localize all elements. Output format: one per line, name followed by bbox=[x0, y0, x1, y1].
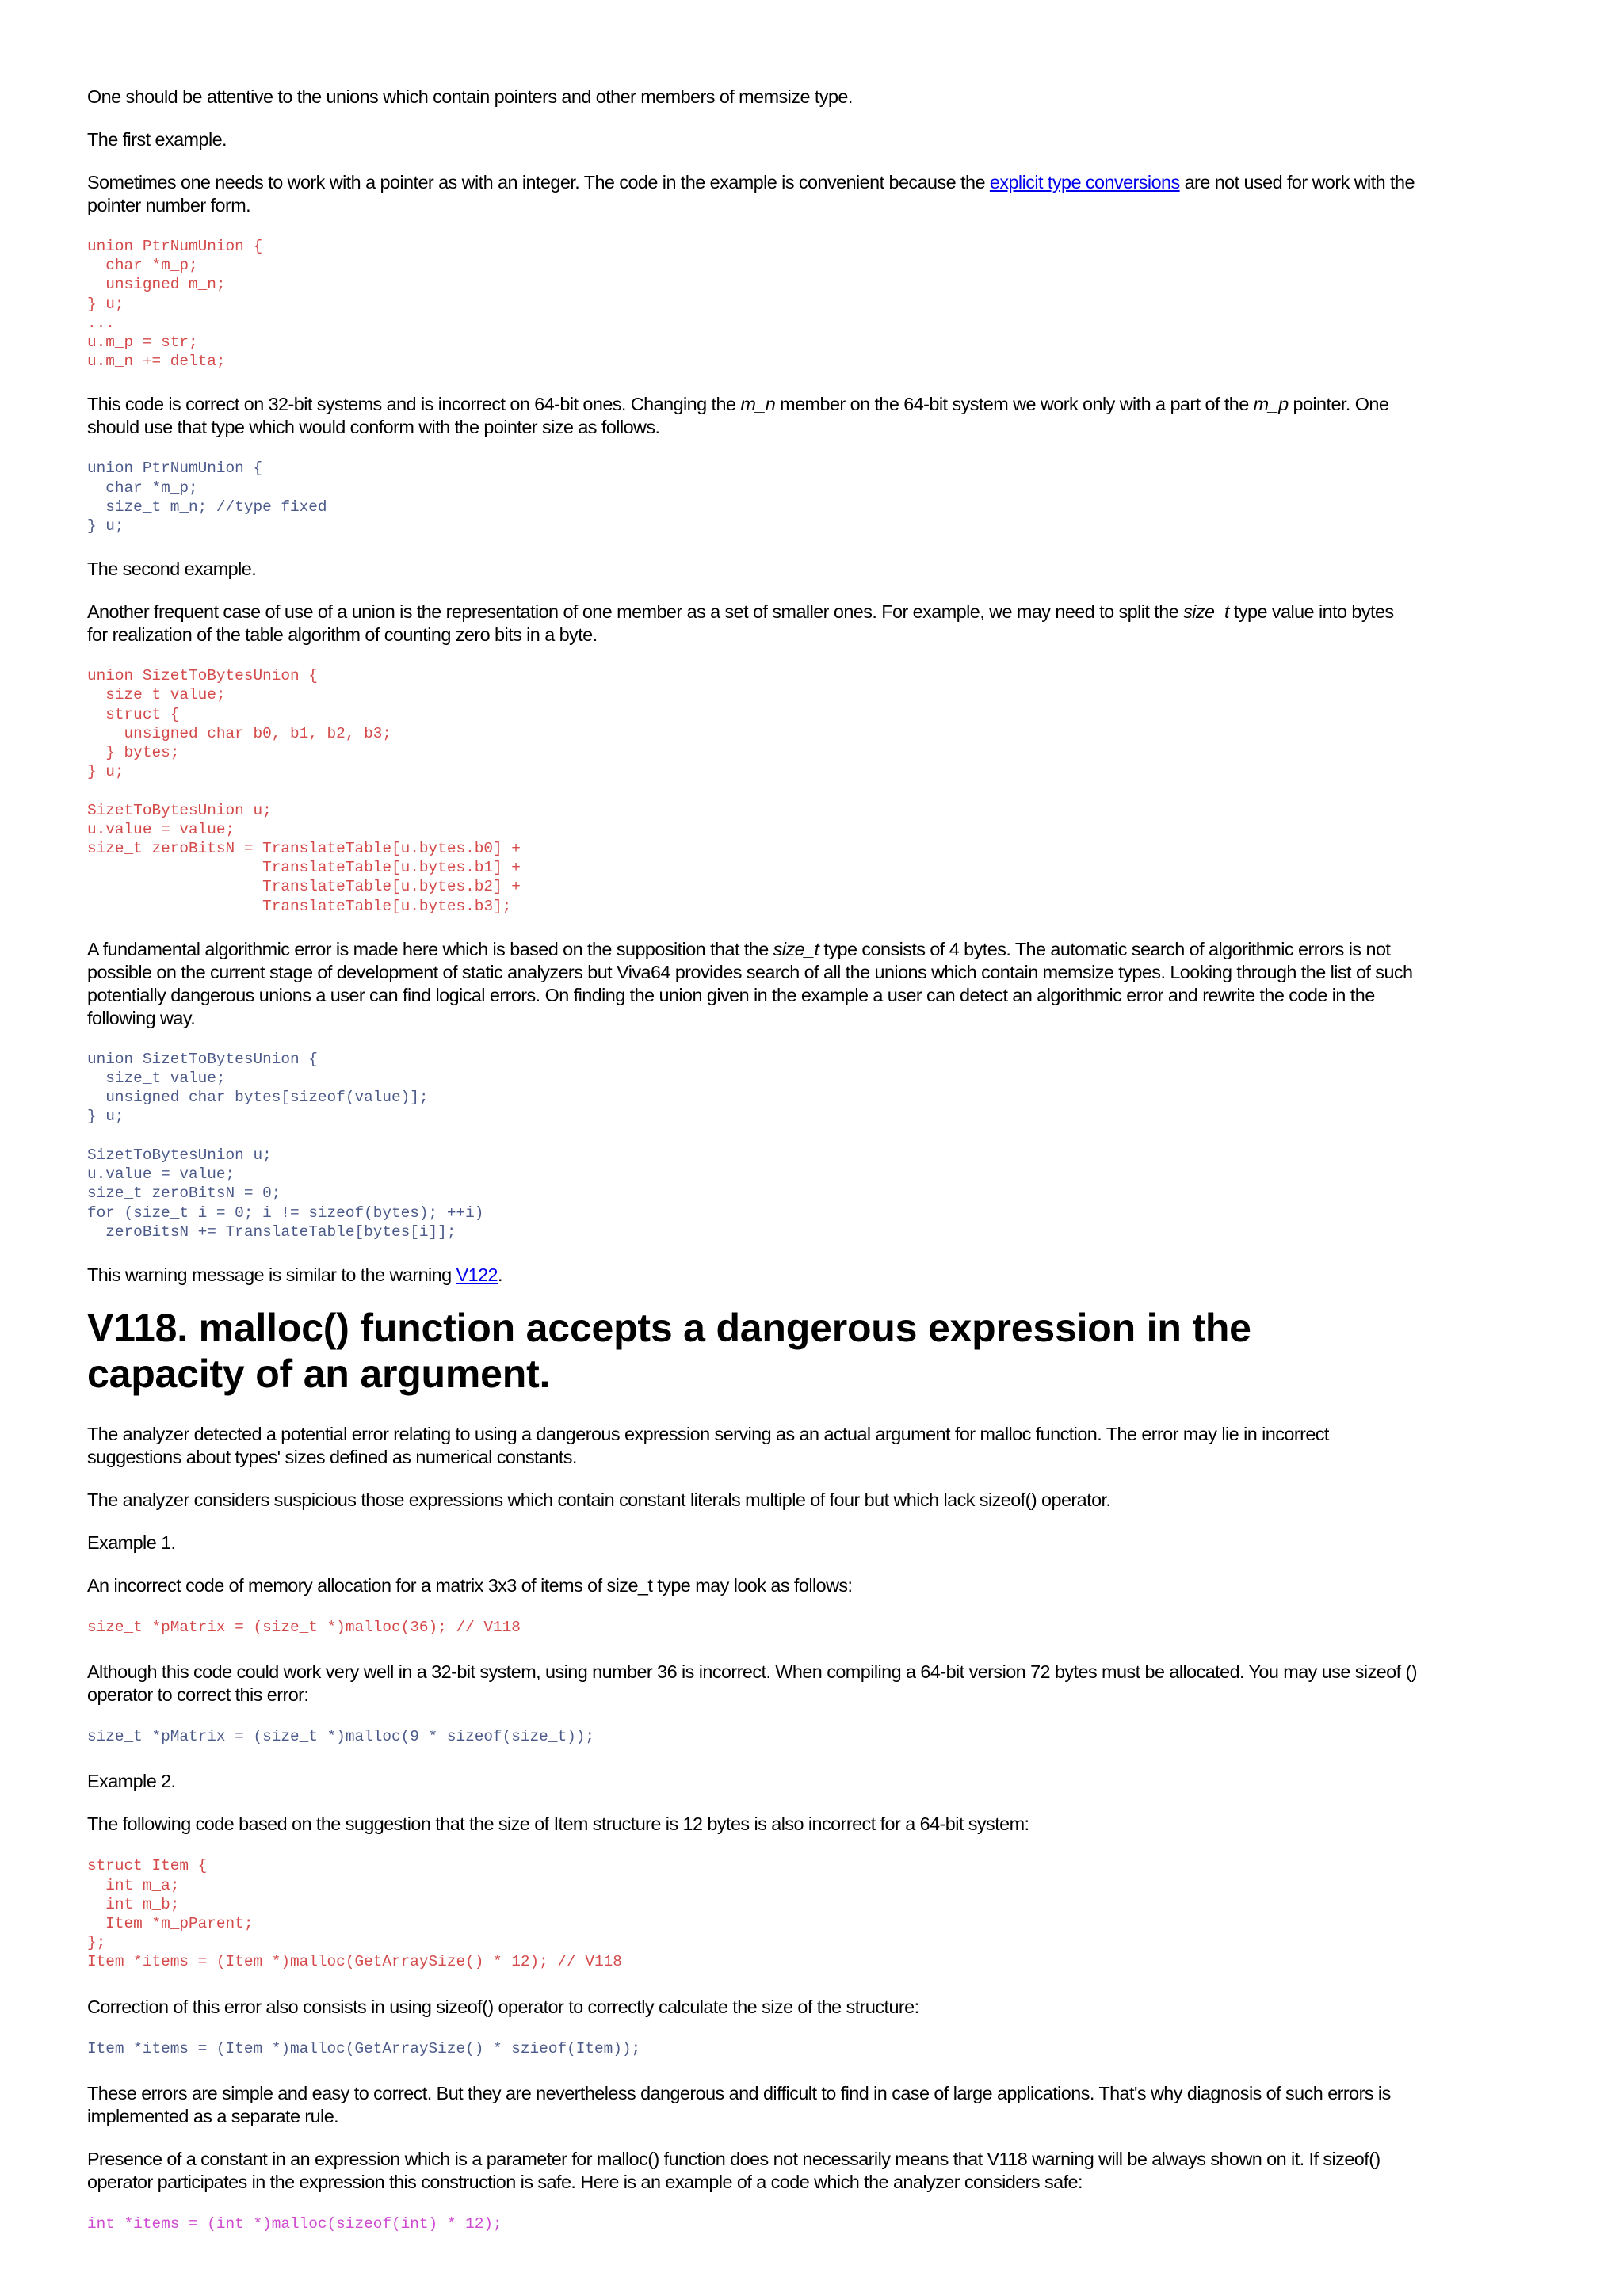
union-representation-paragraph bbox=[87, 601, 1419, 646]
item-structure-paragraph: The following code based on the suggestion that the size of Item structure is 12 bytes is also incorrect for a 64-bit system: bbox=[87, 1814, 1029, 1835]
emphasis-size-t: size_t bbox=[1183, 601, 1229, 623]
code-block-ptrnumunion-incorrect: union PtrNumUnion { char *m_p; unsigned m_n; } u; ... u.m_p = str; u.m_n += delta; bbox=[87, 238, 263, 371]
example-2-label: Example 2. bbox=[87, 1771, 176, 1792]
matrix-allocation-paragraph: An incorrect code of memory allocation for a matrix 3x3 of items of size_t type may look as follows: bbox=[87, 1574, 853, 1596]
example-1-label: Example 1. bbox=[87, 1531, 176, 1553]
text-span: pointer. One should use that type which would conform with the pointer size as follows. bbox=[87, 394, 1389, 438]
text-span: This warning message is similar to the warning bbox=[87, 1264, 456, 1285]
emphasis-m-n: m_n bbox=[740, 394, 776, 415]
v118-description-paragraph: The analyzer detected a potential error relating to using a dangerous expression serving as an actual argument for malloc function. The error may lie in incorrect suggestions about types' sizes defined as numerical constants. bbox=[87, 1423, 1329, 1467]
m-n-member-paragraph bbox=[87, 393, 1419, 439]
text-span: A fundamental algorithmic error is made here which is based on the supposition that the bbox=[87, 938, 773, 959]
text-span: type value into bytes for realization of the table algorithm of counting zero bits in a byte. bbox=[87, 601, 1394, 646]
structure-size-correction-paragraph: Correction of this error also consists in using sizeof() operator to correctly calculate the size of the structure: bbox=[87, 1996, 919, 2017]
emphasis-m-p: m_p bbox=[1253, 394, 1289, 415]
text-span: Another frequent case of use of a union is the representation of one member as a set of smaller ones. For example, we may need to split the bbox=[87, 601, 1184, 623]
explicit-type-conversions-link[interactable]: explicit type conversions bbox=[989, 172, 1180, 193]
section-heading-v118: V118. malloc() function accepts a dangerous expression in the capacity of an argument. bbox=[87, 1305, 1251, 1396]
code-block-malloc-36: size_t *pMatrix = (size_t *)malloc(36); // V118 bbox=[87, 1618, 521, 1636]
v122-link[interactable]: V122 bbox=[456, 1264, 498, 1285]
document-page bbox=[87, 86, 1419, 2256]
safe-construction-paragraph: Presence of a constant in an expression which is a parameter for malloc() function does not necessarily means that V118 warning will be always shown on it. If sizeof() operator participates in the expression this construction is safe. Here is an example of a code which the analyzer considers safe: bbox=[87, 2148, 1381, 2192]
text-span: member on the 64-bit system we work only with a part of the bbox=[775, 394, 1254, 415]
code-block-ptrnumunion-fixed: union PtrNumUnion { char *m_p; size_t m_n; //type fixed } u; bbox=[87, 460, 327, 536]
first-example-label: The first example. bbox=[87, 129, 227, 150]
code-block-sizettobytes-incorrect: union SizetToBytesUnion { size_t value; struct { unsigned char b0, b1, b2, b3; } bytes; } u; SizetToBytesUnion u; u.value = value; size_t zeroBitsN = TranslateTable[u.bytes.b0] + TranslateTable[u.bytes.b1] + TranslateTable[u.bytes.b2] + TranslateTable[u.bytes.b3]; bbox=[87, 667, 521, 915]
similar-warning-paragraph bbox=[87, 1264, 1419, 1287]
code-block-item-incorrect: struct Item { int m_a; int m_b; Item *m_pParent; }; Item *items = (Item *)malloc(GetArraySize() * 12); // V118 bbox=[87, 1857, 622, 1971]
intro-paragraph: One should be attentive to the unions which contain pointers and other members of memsize type. bbox=[87, 86, 853, 107]
emphasis-size-t: size_t bbox=[773, 938, 819, 959]
pointer-integer-paragraph bbox=[87, 171, 1419, 217]
code-block-malloc-sizeof: size_t *pMatrix = (size_t *)malloc(9 * sizeof(size_t)); bbox=[87, 1728, 594, 1746]
text-span: type consists of 4 bytes. The automatic search of algorithmic errors is not possible on the current stage of development of static analyzers but Viva64 provides search of all the unions which contain memsize types. Looking through the list of such potentially dangerous unions a user can find logical errors. On finding the union given in the example a user can detect an algorithmic error and rewrite the code in the following way. bbox=[87, 938, 1413, 1028]
text-span: This code is correct on 32-bit systems and is incorrect on 64-bit ones. Changing the bbox=[87, 394, 741, 415]
simple-errors-paragraph: These errors are simple and easy to correct. But they are nevertheless dangerous and difficult to find in case of large applications. That's why diagnosis of such errors is implemented as a separate rule. bbox=[87, 2082, 1391, 2126]
algorithmic-error-paragraph bbox=[87, 938, 1419, 1030]
text-span: Sometimes one needs to work with a pointer as with an integer. The code in the example is convenient because the bbox=[87, 172, 990, 193]
text-span: . bbox=[498, 1264, 502, 1285]
text-span: are not used for work with the pointer number form. bbox=[87, 172, 1415, 215]
code-block-item-fixed: Item *items = (Item *)malloc(GetArraySize() * szieof(Item)); bbox=[87, 2039, 641, 2058]
sizeof-correction-paragraph: Although this code could work very well in a 32-bit system, using number 36 is incorrect. When compiling a 64-bit version 72 bytes must be allocated. You may use sizeof () operator to correct this error: bbox=[87, 1661, 1418, 1706]
code-block-safe-malloc: int *items = (int *)malloc(sizeof(int) * 12); bbox=[87, 2214, 502, 2233]
code-block-sizettobytes-fixed: union SizetToBytesUnion { size_t value; unsigned char bytes[sizeof(value)]; } u; SizetToBytesUnion u; u.value = value; size_t zeroBitsN = 0; for (size_t i = 0; i != sizeof(bytes); ++i) zeroBitsN += TranslateTable[bytes[i]]; bbox=[87, 1050, 484, 1241]
second-example-label: The second example. bbox=[87, 559, 257, 580]
suspicious-expressions-paragraph: The analyzer considers suspicious those expressions which contain constant literals multiple of four but which lack sizeof() operator. bbox=[87, 1489, 1111, 1510]
